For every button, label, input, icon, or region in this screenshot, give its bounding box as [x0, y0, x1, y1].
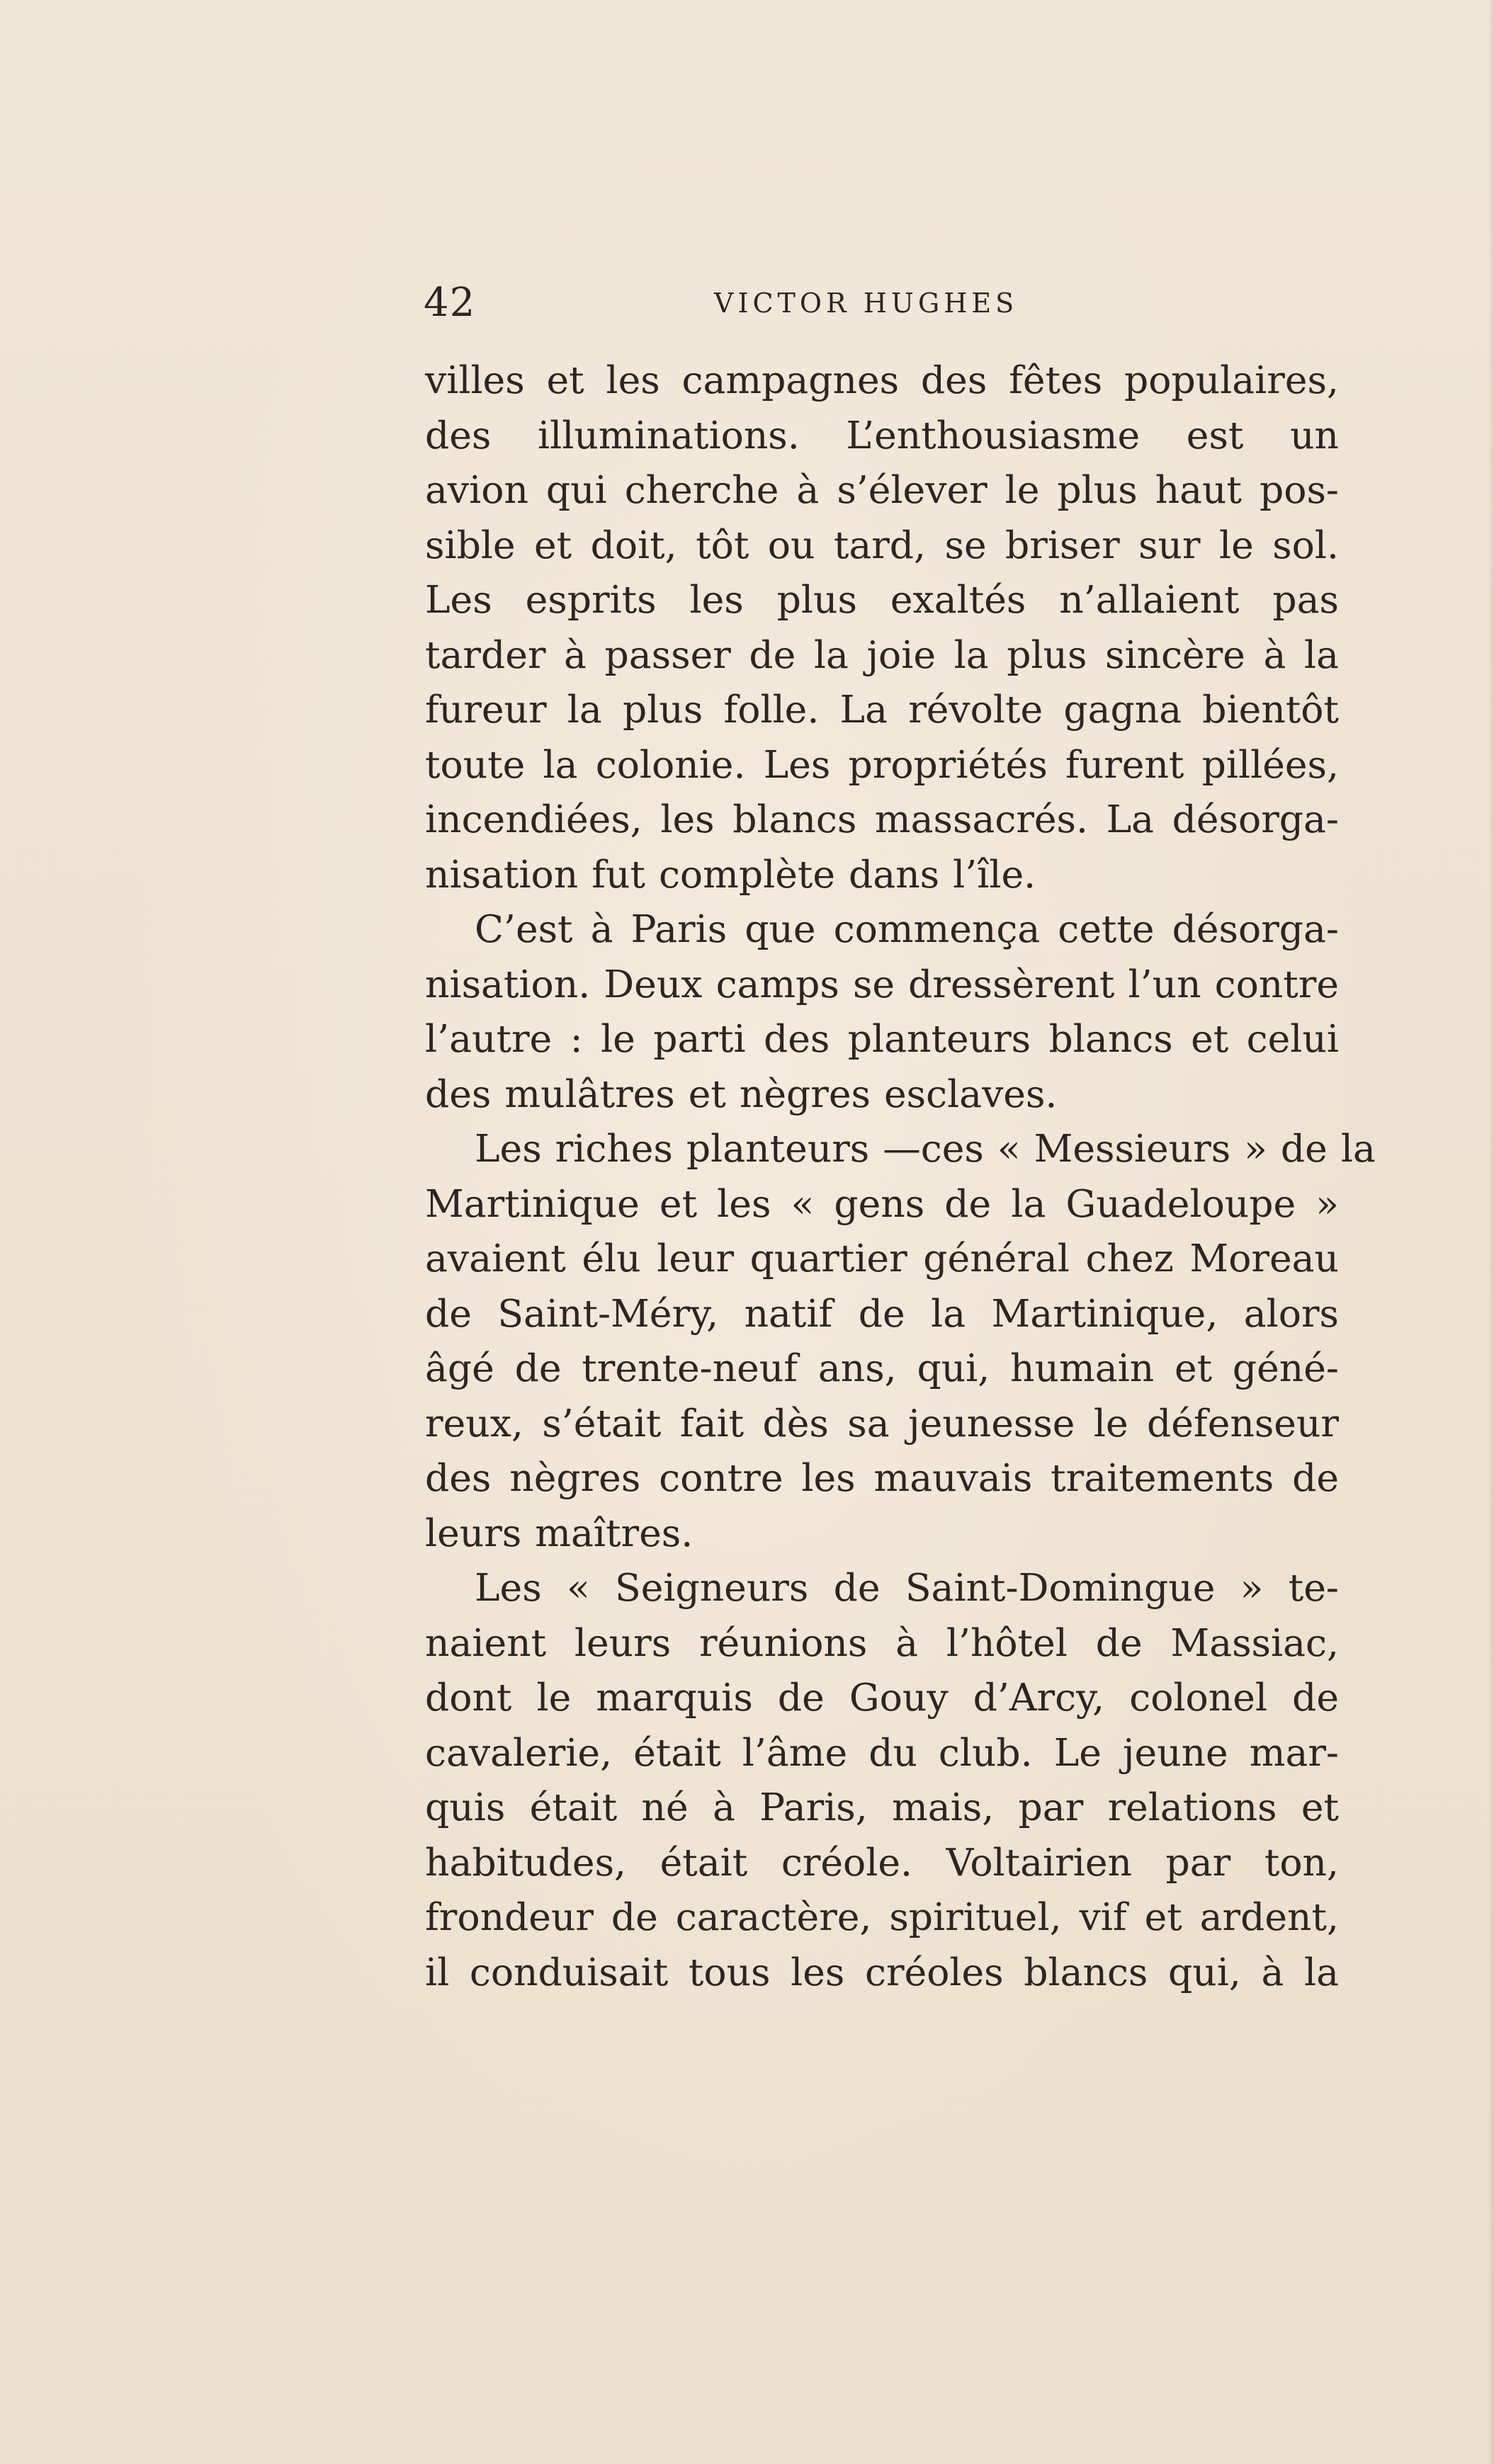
body-text	[425, 353, 1376, 1999]
text-line: leurs maîtres.	[425, 1510, 694, 1555]
text-line: il conduisait tous les créoles blancs qui, à la	[425, 1949, 1339, 1994]
text-line: Les esprits les plus exaltés n’allaient pas	[425, 577, 1339, 622]
text-line: des nègres contre les mauvais traitements de	[425, 1455, 1339, 1500]
text-line: dont le marquis de Gouy d’Arcy, colonel de	[425, 1675, 1339, 1720]
text-line: Les riches planteurs —ces « Messieurs » de la	[475, 1126, 1376, 1171]
text-line: Les « Seigneurs de Saint-Domingue » te-	[475, 1565, 1339, 1610]
text-line: cavalerie, était l’âme du club. Le jeune mar-	[425, 1730, 1339, 1775]
text-line: des mulâtres et nègres esclaves.	[425, 1071, 1058, 1116]
text-line: avaient élu leur quartier général chez Moreau	[425, 1236, 1339, 1281]
text-line: avion qui cherche à s’élever le plus haut pos-	[425, 467, 1339, 512]
text-line: nisation fut complète dans l’île.	[425, 851, 1036, 897]
page-number: 42	[424, 280, 476, 326]
text-line: reux, s’était fait dès sa jeunesse le défenseur	[425, 1400, 1339, 1446]
text-line: l’autre : le parti des planteurs blancs et celui	[425, 1016, 1339, 1061]
text-line: âgé de trente-neuf ans, qui, humain et géné-	[425, 1346, 1339, 1390]
text-line: quis était né à Paris, mais, par relations et	[425, 1785, 1339, 1829]
text-line: habitudes, était créole. Voltairien par ton,	[425, 1839, 1339, 1885]
text-line: frondeur de caractère, spirituel, vif et ardent,	[425, 1895, 1339, 1939]
text-line: incendiées, les blancs massacrés. La désorga-	[425, 797, 1339, 841]
text-line: des illuminations. L’enthousiasme est un	[425, 412, 1339, 458]
text-line: nisation. Deux camps se dressèrent l’un contre	[425, 961, 1339, 1006]
text-line: sible et doit, tôt ou tard, se briser sur le sol.	[425, 522, 1339, 567]
text-line: toute la colonie. Les propriétés furent pillées,	[425, 742, 1339, 787]
text-line: villes et les campagnes des fêtes populaires,	[425, 358, 1339, 402]
text-line: Martinique et les « gens de la Guadeloupe »	[425, 1181, 1339, 1226]
text-line: naient leurs réunions à l’hôtel de Massiac,	[425, 1620, 1339, 1665]
running-title: VICTOR HUGHES	[714, 288, 1019, 319]
page-header	[424, 272, 1345, 336]
text-line: tarder à passer de la joie la plus sincère à la	[425, 632, 1339, 677]
page-edge-shadow	[1488, 0, 1494, 2464]
text-line: C’est à Paris que commença cette désorga-	[475, 907, 1339, 951]
text-line: de Saint-Méry, natif de la Martinique, alors	[425, 1290, 1339, 1336]
text-line: fureur la plus folle. La révolte gagna bientôt	[425, 687, 1339, 732]
